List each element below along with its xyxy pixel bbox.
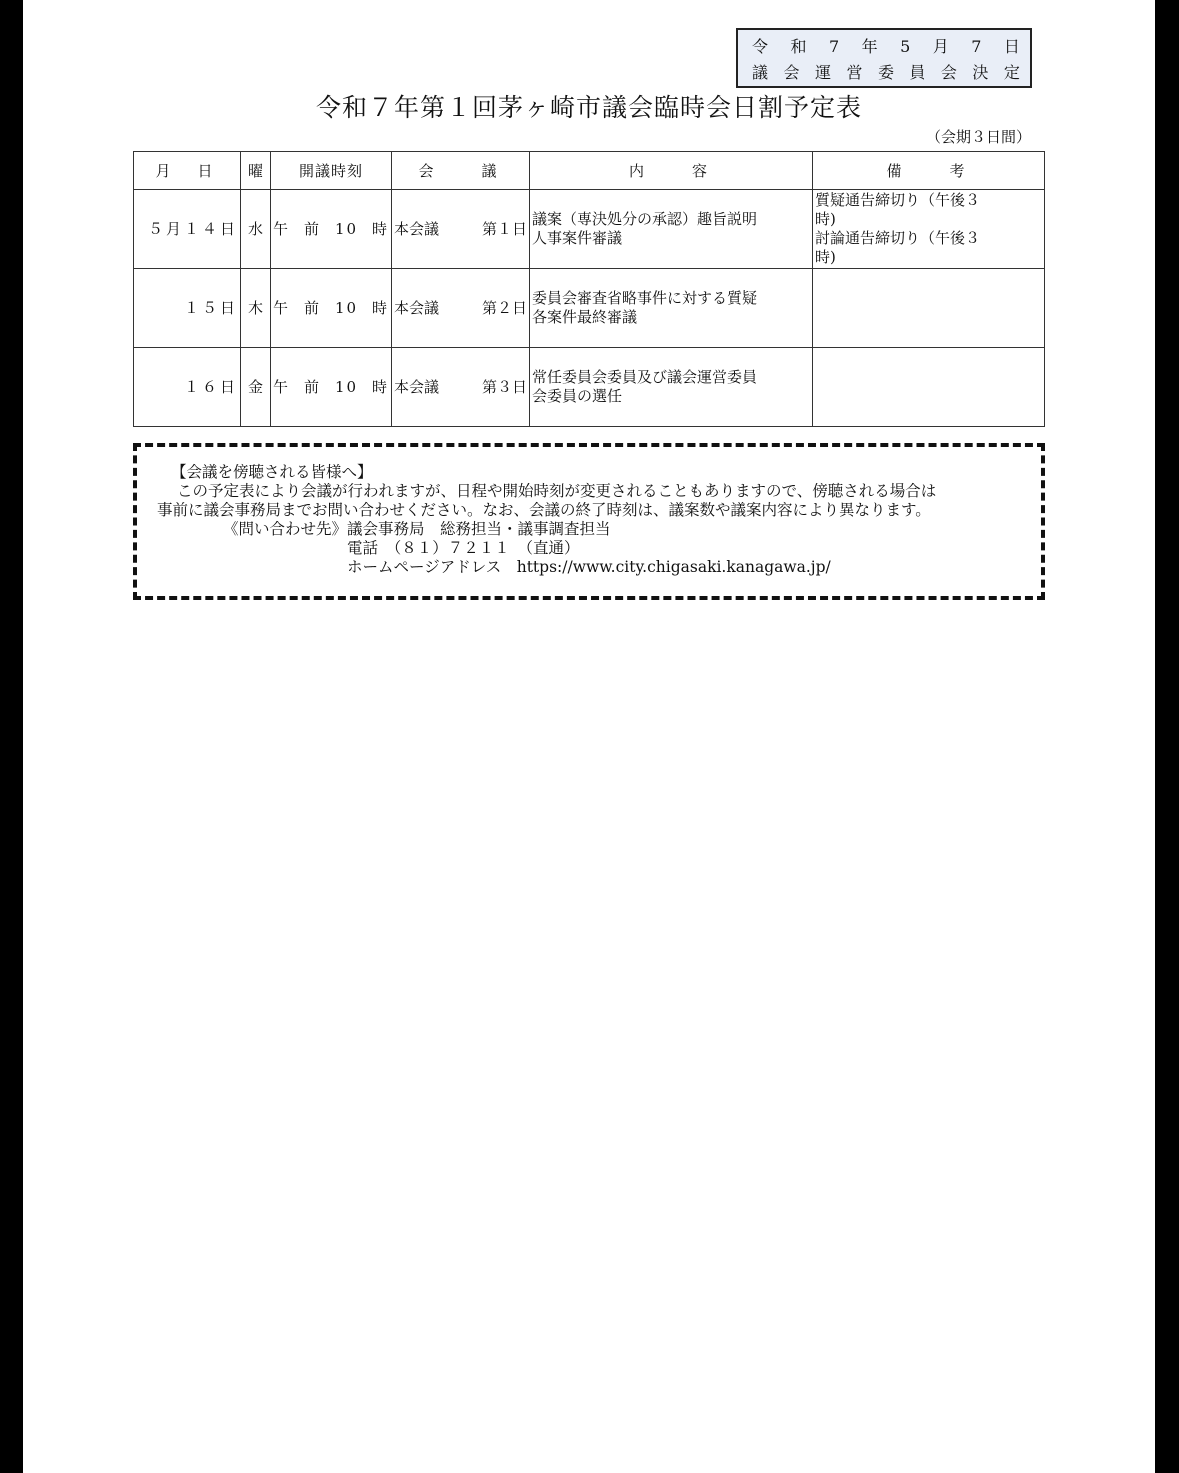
header-remarks: 備 考 [813, 152, 1045, 190]
cell-meeting: 本会議 第２日 [392, 269, 530, 348]
decision-stamp-box [736, 28, 1032, 88]
header-content: 内 容 [530, 152, 813, 190]
contact-homepage: ホームページアドレス https://www.city.chigasaki.kanagawa.jp/ [347, 558, 831, 576]
cell-date: １５日 [134, 269, 241, 348]
notice-box [133, 443, 1045, 600]
cell-remarks [813, 348, 1045, 427]
cell-meeting: 本会議 第１日 [392, 190, 530, 269]
cell-time: 午 前 10 時 [271, 269, 392, 348]
cell-time: 午 前 10 時 [271, 190, 392, 269]
cell-content: 常任委員会委員及び議会運営委員 会委員の選任 [530, 348, 813, 427]
session-length: （会期３日間） [925, 128, 1031, 146]
header-date: 月 日 [134, 152, 241, 190]
schedule-table [133, 151, 1045, 427]
contact-office: 議会事務局 総務担当・議事調査担当 [347, 520, 611, 538]
table-row [134, 269, 1045, 348]
stamp-line-date: 令 和 7 年 5 月 7 日 [752, 37, 1020, 56]
cell-dow: 水 [241, 190, 271, 269]
cell-content: 議案（専決処分の承認）趣旨説明 人事案件審議 [530, 190, 813, 269]
table-row [134, 348, 1045, 427]
page-title: 令和７年第１回茅ヶ崎市議会臨時会日割予定表 [315, 93, 862, 122]
cell-meeting: 本会議 第３日 [392, 348, 530, 427]
notice-contact [171, 520, 1041, 539]
header-time: 開議時刻 [271, 152, 392, 190]
contact-label: 《問い合わせ先》 [222, 520, 347, 538]
document-page [23, 0, 1155, 1473]
cell-time: 午 前 10 時 [271, 348, 392, 427]
notice-heading: 【会議を傍聴される皆様へ】 [171, 463, 373, 481]
cell-remarks: 質疑通告締切り（午後３ 時) 討論通告締切り（午後３ 時) [813, 190, 1045, 269]
stamp-line-committee: 議 会 運 営 委 員 会 決 定 [752, 63, 1020, 82]
table-row [134, 190, 1045, 269]
cell-content: 委員会審査省略事件に対する質疑 各案件最終審議 [530, 269, 813, 348]
cell-remarks [813, 269, 1045, 348]
header-meeting: 会 議 [392, 152, 530, 190]
cell-dow: 木 [241, 269, 271, 348]
cell-date: ５月１４日 [134, 190, 241, 269]
cell-date: １６日 [134, 348, 241, 427]
contact-phone: 電話 （８１）７２１１ （直通） [347, 539, 580, 557]
notice-body-line1: この予定表により会議が行われますが、日程や開始時刻が変更されることもありますので、傍聴される場合は [177, 482, 937, 500]
notice-body-line2: 事前に議会事務局までお問い合わせください。なお、会議の終了時刻は、議案数や議案内容により異なります。 [157, 501, 931, 519]
table-header-row [134, 152, 1045, 190]
cell-dow: 金 [241, 348, 271, 427]
header-dow: 曜 [241, 152, 271, 190]
